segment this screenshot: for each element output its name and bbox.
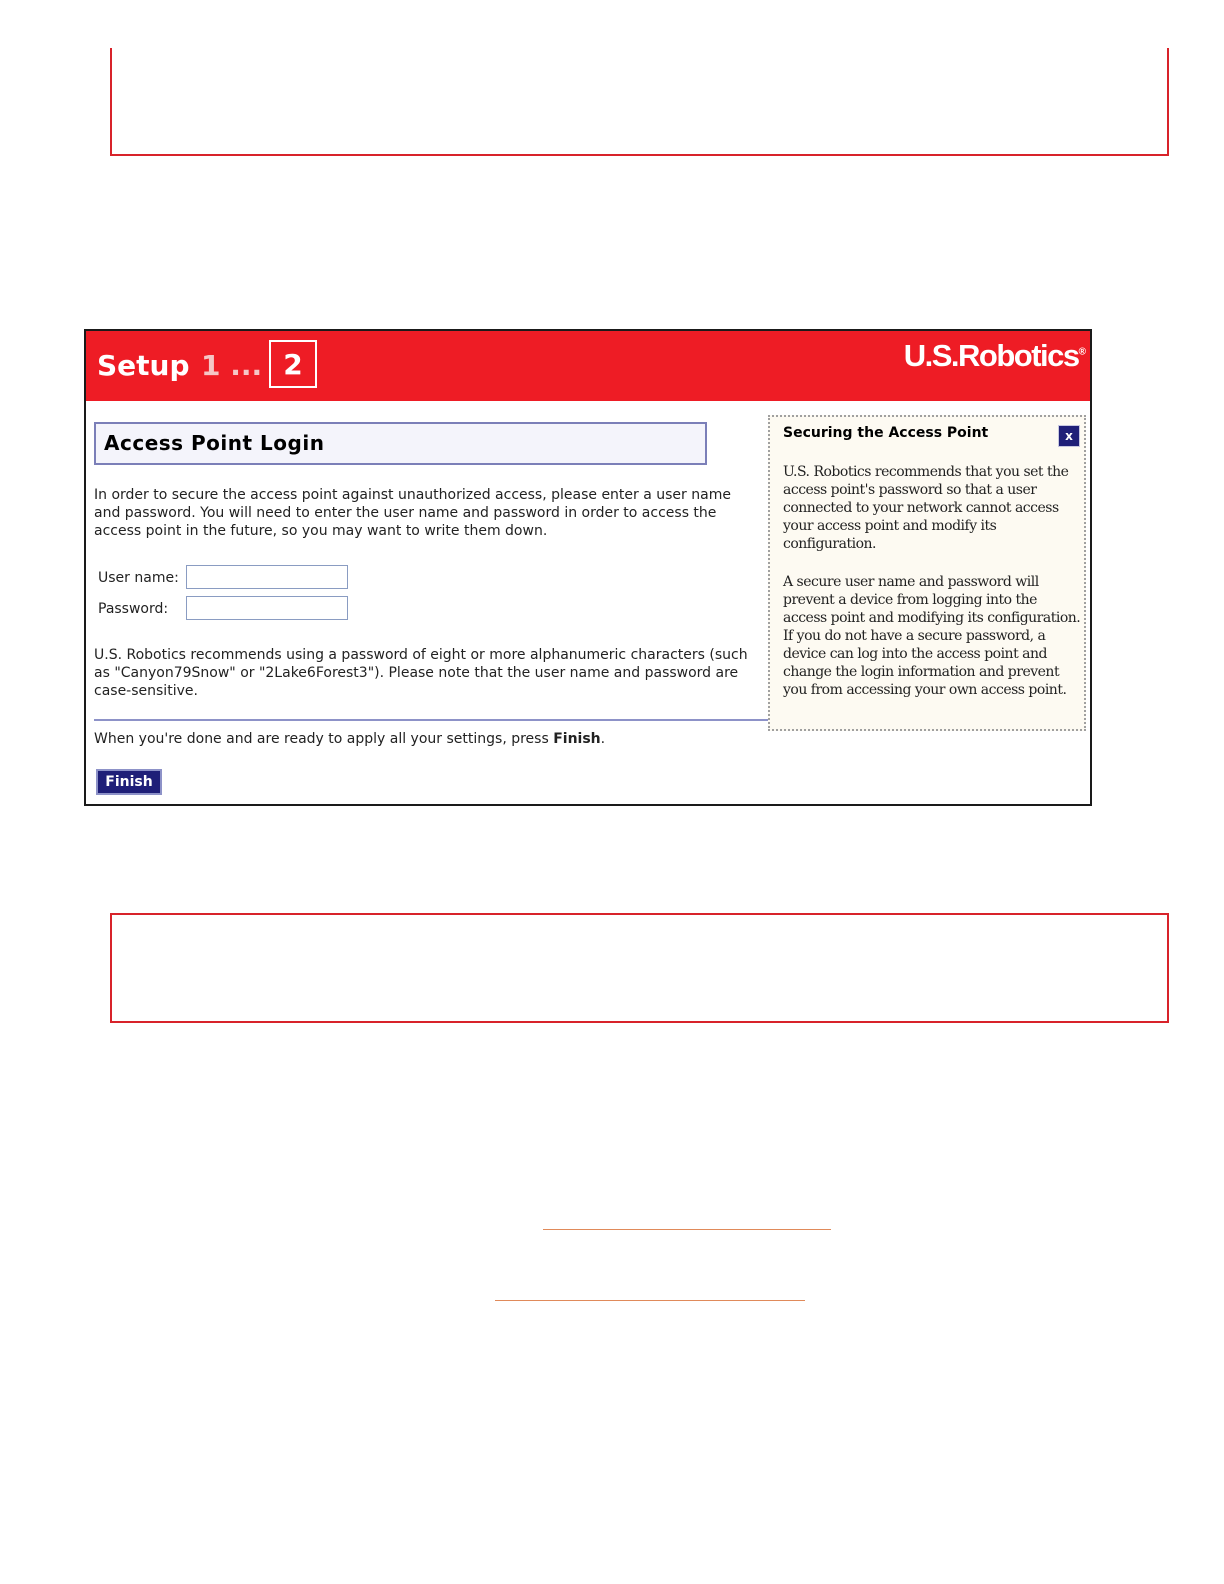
finish-instructions-strong: Finish xyxy=(553,731,601,747)
usrobotics-logo xyxy=(904,338,1086,374)
username-label: User name: xyxy=(98,570,179,586)
finish-instructions-prefix: When you're done and are ready to apply all your settings, press xyxy=(94,731,554,747)
close-icon[interactable]: x xyxy=(1058,425,1080,447)
password-recommendation-text: U.S. Robotics recommends using a password of eight or more alphanumeric characters (such as "Canyon79Snow" or "2Lake6Forest3"). Please note that the user name and password are case-sensitive. xyxy=(94,647,748,699)
password-label: Password: xyxy=(98,601,169,617)
help-paragraph-1: U.S. Robotics recommends that you set the access point's password so that a user connected to your network cannot access your access point and modify its configuration. xyxy=(783,464,1069,552)
username-input[interactable] xyxy=(186,565,348,589)
password-input[interactable] xyxy=(186,596,348,620)
finish-instructions-suffix: . xyxy=(600,731,606,747)
finish-instructions xyxy=(94,730,754,748)
help-paragraph-2: A secure user name and password will prevent a device from logging into the access point and modifying its configuration. If you do not have a secure password, a device can log into the access point and change the login information and prevent you from accessing your own access point. xyxy=(783,574,1081,698)
link-underline-1[interactable] xyxy=(543,1229,831,1230)
setup-wizard-screenshot xyxy=(84,329,1092,806)
link-underline-2[interactable] xyxy=(495,1300,805,1301)
intro-text: In order to secure the access point against unauthorized access, please enter a user name and password. You will need to enter the user name and password in order to access the access point in the future, so you may want to write them down. xyxy=(94,487,731,539)
setup-title: Setup xyxy=(97,349,190,382)
page-title: Access Point Login xyxy=(94,422,707,465)
section-divider xyxy=(94,719,768,721)
callout-box-bottom xyxy=(110,913,1169,1023)
setup-step-previous[interactable]: 1 ... xyxy=(201,349,263,382)
registered-mark: ® xyxy=(1078,346,1086,358)
help-panel-title: Securing the Access Point xyxy=(783,425,989,441)
brand-name: U.S.Robotics xyxy=(903,338,1079,373)
help-panel xyxy=(768,415,1086,731)
setup-step-current: 2 xyxy=(269,340,317,388)
callout-box-top xyxy=(110,48,1169,156)
wizard-header xyxy=(86,331,1090,401)
finish-button[interactable]: Finish xyxy=(96,769,162,795)
